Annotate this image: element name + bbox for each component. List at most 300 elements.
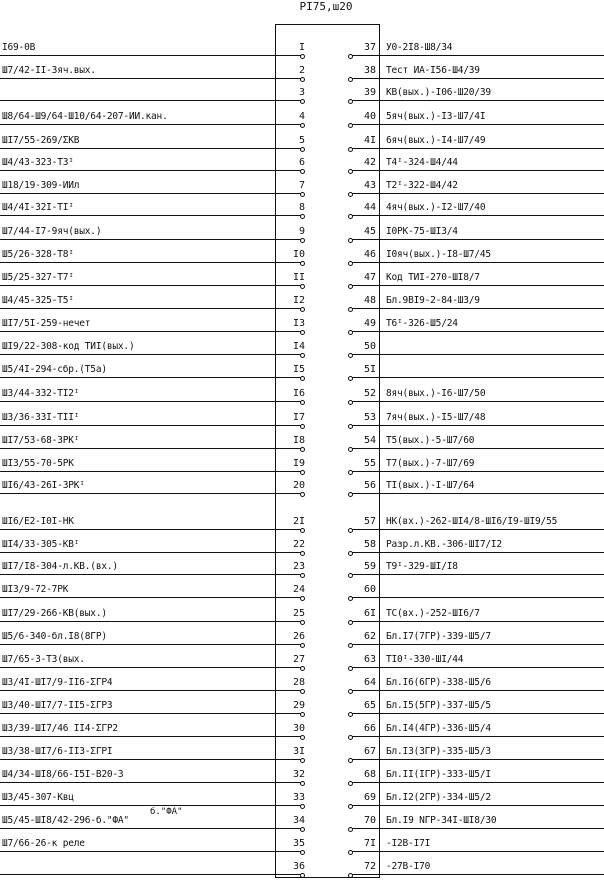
pin-contact-icon	[348, 400, 353, 405]
pin-number: 4I	[363, 135, 376, 146]
pin-number: 52	[363, 388, 376, 399]
signal-label: Т4ᴵ-324-Ш4/44	[386, 157, 458, 168]
right-pin-row	[348, 360, 604, 378]
signal-label: Ш5/4I-294-сбр.(Т5а)	[2, 364, 107, 375]
pin-number: 20	[292, 480, 305, 491]
pin-contact-icon	[300, 804, 305, 809]
wire-line	[350, 308, 604, 309]
wire-line	[0, 597, 303, 598]
left-pin-row	[0, 131, 305, 149]
pin-number: I3	[292, 318, 305, 329]
wire-line	[0, 448, 303, 449]
signal-label: Ш3/45-307-Квц	[2, 792, 74, 803]
signal-label: Бл.I4(4ГР)-336-Ш5/4	[386, 723, 491, 734]
pin-contact-icon	[300, 551, 305, 556]
wire-line	[350, 425, 604, 426]
pin-contact-icon	[300, 447, 305, 452]
pin-number: 62	[363, 631, 376, 642]
left-pin-row	[0, 696, 305, 714]
wire-line	[350, 736, 604, 737]
pin-number: 29	[292, 700, 305, 711]
pin-number: 53	[363, 412, 376, 423]
signal-label: Ш5/45-ШI8/42-296-б."ФА"	[2, 815, 129, 826]
pin-number: 8	[298, 202, 305, 213]
pin-contact-icon	[348, 123, 353, 128]
pin-contact-icon	[348, 424, 353, 429]
wire-line	[0, 851, 303, 852]
pin-contact-icon	[348, 307, 353, 312]
pin-contact-icon	[300, 214, 305, 219]
pin-number: 26	[292, 631, 305, 642]
pin-number: 48	[363, 295, 376, 306]
pin-contact-icon	[348, 573, 353, 578]
pin-contact-icon	[348, 376, 353, 381]
pin-contact-icon	[348, 261, 353, 266]
wire-line	[0, 262, 303, 263]
wire-line	[0, 782, 303, 783]
pin-contact-icon	[300, 147, 305, 152]
left-pin-row	[0, 557, 305, 575]
left-pin-row	[0, 604, 305, 622]
left-pin-row	[0, 535, 305, 553]
pin-contact-icon	[300, 643, 305, 648]
wire-line	[350, 644, 604, 645]
signal-label: Ш7/66-26-к реле	[2, 838, 85, 849]
pin-number: I2	[292, 295, 305, 306]
right-pin-row	[348, 512, 604, 530]
right-pin-row	[348, 291, 604, 309]
pin-number: 24	[292, 584, 305, 595]
signal-label: Тест ИА-I56-Ш4/39	[386, 65, 480, 76]
pin-number: 6	[298, 157, 305, 168]
wire-line	[350, 471, 604, 472]
pin-number: I5	[292, 364, 305, 375]
pin-number: 32	[292, 769, 305, 780]
signal-label: Ш8/64-Ш9/64-Ш10/64-207-ИИ.кан.	[2, 111, 168, 122]
right-pin-row	[348, 408, 604, 426]
left-pin-row	[0, 245, 305, 263]
right-pin-row	[348, 38, 604, 56]
left-pin-row	[0, 857, 305, 875]
pin-number: 23	[292, 561, 305, 572]
signal-label: Бл.9ВI9-2-84-Ш3/9	[386, 295, 480, 306]
signal-label: Бл.II(IГР)-333-Ш5/I	[386, 769, 491, 780]
wire-line	[0, 471, 303, 472]
signal-label: I0РК-75-ШI3/4	[386, 226, 458, 237]
pin-contact-icon	[348, 735, 353, 740]
left-pin-row	[0, 627, 305, 645]
wire-line	[0, 331, 303, 332]
pin-number: I7	[292, 412, 305, 423]
pin-number: 42	[363, 157, 376, 168]
left-pin-row	[0, 788, 305, 817]
pin-contact-icon	[300, 735, 305, 740]
right-pin-row	[348, 604, 604, 622]
right-pin-row	[348, 107, 604, 125]
signal-label: ТI0ᴵ-330-ШI/44	[386, 654, 464, 665]
signal-label: 8яч(вых.)-I6-Ш7/50	[386, 388, 486, 399]
pin-contact-icon	[348, 620, 353, 625]
pin-number: 50	[363, 341, 376, 352]
signal-label: 6яч(вых.)-I4-Ш7/49	[386, 135, 486, 146]
wire-line	[350, 239, 604, 240]
signal-label: ШI7/55-269/ΣКВ	[2, 135, 80, 146]
pin-number: 7	[298, 180, 305, 191]
right-pin-row	[348, 153, 604, 171]
left-pin-row	[0, 811, 305, 829]
wire-line	[0, 215, 303, 216]
signal-label: Ш3/36-33I-ТIIᴵ	[2, 412, 80, 423]
wire-line	[0, 377, 303, 378]
pin-contact-icon	[300, 99, 305, 104]
left-pin-row	[0, 408, 305, 426]
left-pin-row	[0, 360, 305, 378]
signal-label: ШI6/Е2-I0I-НК	[2, 516, 74, 527]
pin-number: 34	[292, 815, 305, 826]
signal-label: -I2В-I7I	[386, 838, 431, 849]
pin-contact-icon	[348, 77, 353, 82]
pin-contact-icon	[300, 330, 305, 335]
left-pin-row	[0, 476, 305, 494]
pin-contact-icon	[300, 666, 305, 671]
signal-label: ШI3/9-72-7РК	[2, 584, 69, 595]
signal-label: Код ТИI-270-ШI8/7	[386, 272, 480, 283]
wire-line	[350, 448, 604, 449]
signal-label: ШI6/43-26I-3РКᴵ	[2, 480, 85, 491]
pin-number: 44	[363, 202, 376, 213]
pin-number: 35	[292, 838, 305, 849]
pin-number: 43	[363, 180, 376, 191]
signal-label: Бл.I6(6ГР)-338-Ш5/6	[386, 677, 491, 688]
wire-line	[0, 78, 303, 79]
wire-line	[0, 285, 303, 286]
pin-number: I9	[292, 458, 305, 469]
pin-contact-icon	[348, 447, 353, 452]
left-pin-row	[0, 580, 305, 598]
pin-contact-icon	[300, 470, 305, 475]
signal-label: Ш3/38-ШI7/6-II3-ΣГРI	[2, 746, 113, 757]
pin-contact-icon	[300, 238, 305, 243]
wire-line	[350, 574, 604, 575]
pin-number: 67	[363, 746, 376, 757]
wire-line	[0, 529, 303, 530]
signal-label: ШI7/29-266-КВ(вых.)	[2, 608, 107, 619]
pin-number: 63	[363, 654, 376, 665]
right-pin-row	[348, 454, 604, 472]
wire-line	[0, 552, 303, 553]
pin-contact-icon	[300, 123, 305, 128]
signal-label: Т2ᴵ-322-Ш4/42	[386, 180, 458, 191]
signal-label: 5яч(вых.)-I3-Ш7/4I	[386, 111, 486, 122]
wire-line	[350, 713, 604, 714]
right-pin-row	[348, 198, 604, 216]
signal-label: ШI7/5I-259-нечет	[2, 318, 91, 329]
pin-number: 59	[363, 561, 376, 572]
pin-contact-icon	[348, 873, 353, 878]
right-pin-row	[348, 557, 604, 575]
pin-contact-icon	[348, 353, 353, 358]
wire-line	[350, 782, 604, 783]
pin-contact-icon	[348, 492, 353, 497]
pin-contact-icon	[300, 192, 305, 197]
wire-line	[0, 124, 303, 125]
wire-line	[350, 597, 604, 598]
pin-number: 70	[363, 815, 376, 826]
pin-number: 36	[292, 861, 305, 872]
signal-label: Ш5/6-340-бл.I8(8ГР)	[2, 631, 107, 642]
wire-line	[0, 574, 303, 575]
pin-contact-icon	[300, 284, 305, 289]
pin-number: I4	[292, 341, 305, 352]
pin-contact-icon	[348, 284, 353, 289]
left-pin-row	[0, 834, 305, 852]
left-pin-row	[0, 38, 305, 56]
right-pin-row	[348, 580, 604, 598]
wire-line	[350, 759, 604, 760]
pin-contact-icon	[348, 169, 353, 174]
signal-label: ШI3/55-70-5РК	[2, 458, 74, 469]
pin-number: 5I	[363, 364, 376, 375]
signal-label: Т5(вых.)-5-Ш7/60	[386, 435, 475, 446]
wire-line	[350, 331, 604, 332]
pin-contact-icon	[300, 781, 305, 786]
pin-contact-icon	[300, 492, 305, 497]
wire-line	[350, 377, 604, 378]
right-pin-row	[348, 834, 604, 852]
pin-number: 65	[363, 700, 376, 711]
pin-number: 57	[363, 516, 376, 527]
wire-line	[0, 493, 303, 494]
left-pin-row	[0, 673, 305, 691]
wire-line	[0, 690, 303, 691]
wire-line	[350, 78, 604, 79]
right-pin-row	[348, 535, 604, 553]
wire-line	[350, 100, 604, 101]
pin-contact-icon	[300, 400, 305, 405]
signal-label: Разр.л.КВ.-306-ШI7/I2	[386, 539, 502, 550]
right-pin-row	[348, 719, 604, 737]
signal-label: Ш4/43-323-Т3ᴵ	[2, 157, 74, 168]
wire-line	[0, 148, 303, 149]
pin-contact-icon	[348, 781, 353, 786]
pin-contact-icon	[300, 169, 305, 174]
signal-label: ТI(вых.)-I-Ш7/64	[386, 480, 475, 491]
right-pin-row	[348, 627, 604, 645]
left-pin-row	[0, 337, 305, 355]
signal-label: НК(вх.)-262-ШI4/8-ШI6/I9-ШI9/55	[386, 516, 558, 527]
pin-contact-icon	[300, 54, 305, 59]
pin-contact-icon	[300, 620, 305, 625]
pin-number: 54	[363, 435, 376, 446]
pin-contact-icon	[348, 54, 353, 59]
left-pin-row	[0, 61, 305, 79]
signal-label: I0яч(вых.)-I8-Ш7/45	[386, 249, 491, 260]
pin-number: I6	[292, 388, 305, 399]
pin-contact-icon	[348, 192, 353, 197]
pin-contact-icon	[300, 528, 305, 533]
signal-label: Ш5/26-328-Т8ᴵ	[2, 249, 74, 260]
wire-line	[0, 55, 303, 56]
pin-contact-icon	[300, 827, 305, 832]
signal-label: Бл.I7(7ГР)-339-Ш5/7	[386, 631, 491, 642]
left-pin-row	[0, 268, 305, 286]
signal-label: ШI7/53-68-3РКᴵ	[2, 435, 80, 446]
pin-number: 3I	[292, 746, 305, 757]
signal-label: I69-0В	[2, 42, 36, 53]
left-pin-row	[0, 719, 305, 737]
wire-line	[0, 805, 303, 806]
signal-label: Ш3/40-ШI7/7-II5-ΣГР3	[2, 700, 113, 711]
pin-contact-icon	[300, 689, 305, 694]
right-pin-row	[348, 314, 604, 332]
left-pin-row	[0, 176, 305, 194]
signal-sublabel: б."ФА"	[150, 807, 183, 817]
wire-line	[350, 805, 604, 806]
signal-label: Ш7/65-3-Т3(вых.	[2, 654, 85, 665]
wire-line	[350, 215, 604, 216]
pin-number: I	[298, 42, 305, 53]
pin-number: 37	[363, 42, 376, 53]
pin-contact-icon	[348, 214, 353, 219]
pin-number: 49	[363, 318, 376, 329]
pin-contact-icon	[348, 330, 353, 335]
signal-label: Ш3/4I-ШI7/9-II6-ΣГР4	[2, 677, 113, 688]
left-pin-row	[0, 384, 305, 402]
right-pin-row	[348, 268, 604, 286]
pin-contact-icon	[348, 666, 353, 671]
wire-line	[350, 354, 604, 355]
pin-number: 6I	[363, 608, 376, 619]
wire-line	[350, 493, 604, 494]
left-pin-row	[0, 314, 305, 332]
wire-line	[0, 621, 303, 622]
left-pin-row	[0, 454, 305, 472]
wire-line	[350, 124, 604, 125]
left-pin-row	[0, 153, 305, 171]
signal-label: Ш4/45-325-Т5ᴵ	[2, 295, 74, 306]
pin-contact-icon	[348, 758, 353, 763]
pin-number: 55	[363, 458, 376, 469]
wire-line	[350, 193, 604, 194]
right-pin-row	[348, 131, 604, 149]
left-pin-row	[0, 198, 305, 216]
pin-number: 5	[298, 135, 305, 146]
right-pin-row	[348, 857, 604, 875]
pin-contact-icon	[300, 261, 305, 266]
pin-number: 58	[363, 539, 376, 550]
wire-line	[0, 874, 303, 875]
left-pin-row	[0, 742, 305, 760]
pin-contact-icon	[348, 551, 353, 556]
signal-label: Ш3/39-ШI7/46 II4-ΣГР2	[2, 723, 118, 734]
wire-line	[0, 193, 303, 194]
pin-number: 64	[363, 677, 376, 688]
pin-number: 66	[363, 723, 376, 734]
signal-label: Ш7/44-I7-9яч(вых.)	[2, 226, 102, 237]
pin-number: 4	[298, 111, 305, 122]
pin-number: 33	[292, 792, 305, 803]
signal-label: Ш4/4I-32I-ТIᴵ	[2, 202, 74, 213]
pin-contact-icon	[300, 353, 305, 358]
right-pin-row	[348, 476, 604, 494]
pin-contact-icon	[300, 424, 305, 429]
pin-contact-icon	[348, 712, 353, 717]
pin-number: 28	[292, 677, 305, 688]
pin-contact-icon	[348, 850, 353, 855]
signal-label: Бл.I5(5ГР)-337-Ш5/5	[386, 700, 491, 711]
right-pin-row	[348, 61, 604, 79]
right-pin-row	[348, 222, 604, 240]
signal-label: ШI7/I8-304-л.КВ.(вх.)	[2, 561, 118, 572]
pin-number: 39	[363, 87, 376, 98]
wire-line	[0, 713, 303, 714]
signal-label: Ш7/42-II-3яч.вых.	[2, 65, 96, 76]
right-pin-row	[348, 337, 604, 355]
left-pin-row	[0, 765, 305, 783]
wire-line	[0, 759, 303, 760]
right-pin-row	[348, 742, 604, 760]
right-pin-row	[348, 788, 604, 806]
right-pin-row	[348, 245, 604, 263]
left-pin-row	[0, 222, 305, 240]
pin-number: 2	[298, 65, 305, 76]
wire-line	[350, 285, 604, 286]
pin-number: 72	[363, 861, 376, 872]
signal-label: Ш5/25-327-Т7ᴵ	[2, 272, 74, 283]
right-pin-row	[348, 83, 604, 101]
pin-contact-icon	[348, 470, 353, 475]
pin-number: 9	[298, 226, 305, 237]
pin-number: 68	[363, 769, 376, 780]
left-pin-row	[0, 431, 305, 449]
signal-label: ШI9/22-308-код ТИI(вых.)	[2, 341, 135, 352]
pin-contact-icon	[348, 238, 353, 243]
pin-contact-icon	[300, 712, 305, 717]
right-pin-row	[348, 696, 604, 714]
wire-line	[0, 170, 303, 171]
pin-contact-icon	[348, 827, 353, 832]
wire-line	[350, 170, 604, 171]
left-pin-row	[0, 291, 305, 309]
wire-line	[0, 354, 303, 355]
wire-line	[0, 644, 303, 645]
wire-line	[0, 308, 303, 309]
right-pin-row	[348, 431, 604, 449]
signal-label: ШI4/33-305-КВᴵ	[2, 539, 80, 550]
right-pin-row	[348, 765, 604, 783]
wire-line	[0, 736, 303, 737]
pin-number: 27	[292, 654, 305, 665]
signal-label: 7яч(вых.)-I5-Ш7/48	[386, 412, 486, 423]
pin-contact-icon	[348, 99, 353, 104]
pin-number: 45	[363, 226, 376, 237]
signal-label: Т7(вых.)-7-Ш7/69	[386, 458, 475, 469]
signal-label: ТС(вх.)-252-ШI6/7	[386, 608, 480, 619]
signal-label: Т6ᴵ-326-Ш5/24	[386, 318, 458, 329]
signal-label: КВ(вых.)-I06-Ш20/39	[386, 87, 491, 98]
pin-contact-icon	[300, 307, 305, 312]
pin-contact-icon	[300, 758, 305, 763]
wire-line	[0, 828, 303, 829]
pin-contact-icon	[348, 596, 353, 601]
wire-line	[350, 621, 604, 622]
left-pin-row	[0, 107, 305, 125]
pin-number: 40	[363, 111, 376, 122]
right-pin-row	[348, 811, 604, 829]
pin-contact-icon	[348, 528, 353, 533]
wire-line	[350, 552, 604, 553]
left-pin-row	[0, 83, 305, 101]
